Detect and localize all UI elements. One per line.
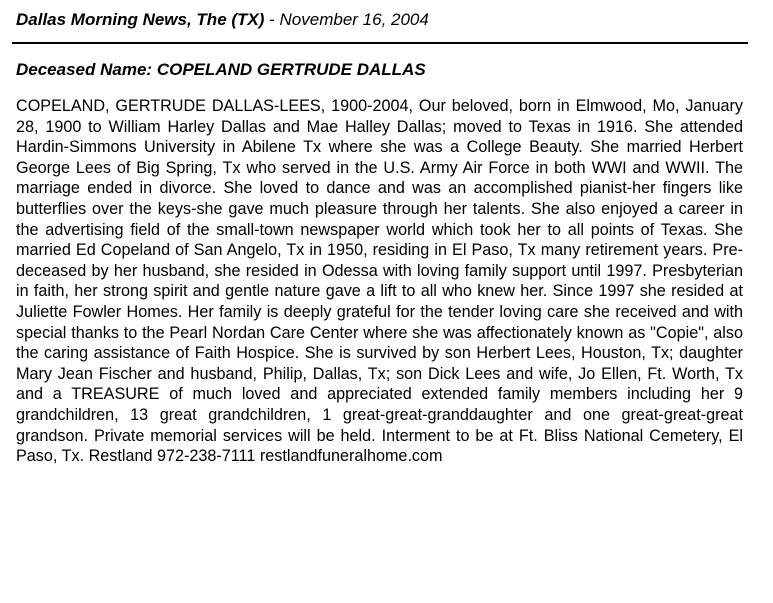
deceased-label: Deceased Name: xyxy=(16,60,153,79)
deceased-name-line xyxy=(16,58,426,82)
obituary-text: COPELAND, GERTRUDE DALLAS-LEES, 1900-2004, Our beloved, born in Elmwood, Mo, January 28, 1900 to William Harley Dallas and Mae Halley Dallas; moved to Texas in 1916. She attended Hardin-Simmons University in Abilene Tx where she was a College Beauty. She married Herbert George Lees of Big Spring, Tx who served in the U.S. Army Air Force in both WWI and WWII. The marriage ended in divorce. She loved to dance and was an accomplished pianist-her fingers like butterflies over the keys-she gave much pleasure through her talents. She also enjoyed a career in the advertising field of the small-town newspaper world which took her to all points of Texas. She married Ed Copeland of San Angelo, Tx in 1950, residing in El Paso, Tx many retirement years. Pre-deceased by her husband, she resided in Odessa with loving family support until 1997. Presbyterian in faith, her strong spirit and gentle nature gave a lift to all who knew her. Since 1997 she resided at Juliette Fowler Homes. Her family is deeply grateful for the tender loving care she received and with special thanks to the Pearl Nordan Care Center where she was affectionately known as "Copie", also the caring assistance of Faith Hospice. She is survived by son Herbert Lees, Houston, Tx; daughter Mary Jean Fischer and husband, Philip, Dallas, Tx; son Dick Lees and wife, Jo Ellen, Ft. Worth, Tx and a TREASURE of much loved and appreciated extended family members including her 9 grandchildren, 13 great grandchildren, 1 great-great-granddaughter and one great-great-great grandson. Private memorial services will be held. Interment to be at Ft. Bliss National Cemetery, El Paso, Tx. Restland 972-238-7111 restlandfuneralhome.com xyxy=(16,97,743,466)
newspaper-name: Dallas Morning News, The (TX) xyxy=(16,10,265,29)
publication-header xyxy=(16,8,429,32)
header-separator: - xyxy=(264,10,280,29)
header-divider xyxy=(12,42,748,44)
publication-date: November 16, 2004 xyxy=(279,10,429,29)
deceased-name: COPELAND GERTRUDE DALLAS xyxy=(156,60,426,79)
